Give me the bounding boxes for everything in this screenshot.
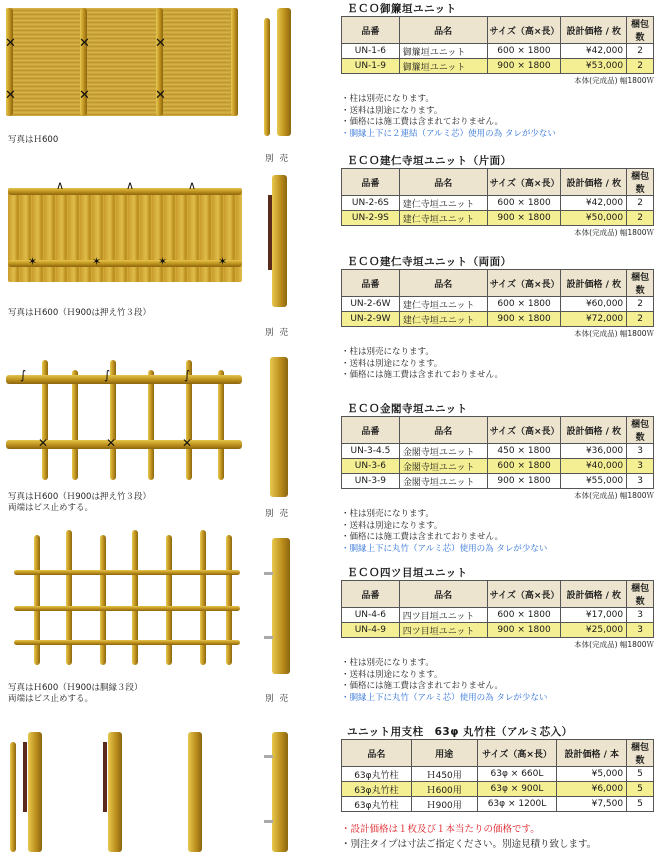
cell-name: 御簾垣ユニット [399,44,487,59]
table-row [342,767,654,782]
cell-size: 600 × 1800 [487,459,561,474]
col-size: サイズ（高×長） [487,169,561,196]
col-qty: 梱包数 [627,417,654,444]
section-kinkakujigaki [341,402,654,555]
col-name: 品名 [399,417,487,444]
cell-size: 600 × 1800 [487,608,561,623]
caption-yotsumegaki-1: 写真はＨ600（Ｈ900は胴縁３段） [8,683,143,693]
cell-code: UN-3-4.5 [342,444,400,459]
cell-price: ¥36,000 [561,444,627,459]
section-title: ＥＣＯ御簾垣ユニット [347,3,457,15]
pillar-photo [28,732,42,852]
section-pillar [341,725,654,812]
cell-name: 金閣寺垣ユニット [399,444,487,459]
col-code: 品番 [342,270,400,297]
sold-separately-label: 別売 [265,328,295,338]
list-item: ・ 価格には施工費は含まれておりません。 [341,370,654,382]
pillar-mount [23,742,27,812]
cell-code: UN-1-6 [342,44,400,59]
cell-name: 建仁寺垣ユニット [399,312,487,327]
col-price: 設計価格 / 本 [557,740,627,767]
cell-size: 900 × 1800 [487,211,561,226]
pillar-photo [10,742,16,852]
col-qty: 梱包数 [627,17,654,44]
pillar-mount [103,742,107,812]
col-size: サイズ（高×長） [487,417,561,444]
table-header-row [342,270,654,297]
table-header-row [342,740,654,767]
cell-code: UN-2-9S [342,211,400,226]
table-row [342,312,654,327]
table-row [342,196,654,211]
cell-qty: 3 [627,623,654,638]
spec-table [341,416,654,489]
cell-code: UN-3-9 [342,474,400,489]
table-header-row [342,169,654,196]
misugaki-photo: ✕ ✕ ✕ ✕ ✕ ✕ [6,8,238,116]
cell-name: 建仁寺垣ユニット [399,211,487,226]
notes-list [341,509,654,555]
pillar-bracket [264,820,273,823]
cell-code: UN-2-9W [342,312,400,327]
col-qty: 梱包数 [627,169,654,196]
cell-qty: 3 [627,608,654,623]
cell-code: UN-3-6 [342,459,400,474]
list-item: ・ 柱は別売になります。 [341,347,654,359]
col-size: サイズ（高×長） [477,740,557,767]
col-qty: 梱包数 [627,581,654,608]
table-header-row [342,581,654,608]
cell-name: 四ツ目垣ユニット [399,608,487,623]
spec-table [341,16,654,74]
table-row [342,623,654,638]
table-header-row [342,417,654,444]
table-row [342,59,654,74]
table-header-row [342,17,654,44]
pillar-photo [277,8,291,136]
yotsumegaki-photo [14,530,240,665]
cell-price: ¥40,000 [561,459,627,474]
list-item: ・ 送料は別途になります。 [341,521,654,533]
notes-list [341,347,654,382]
pillar-photo [272,175,287,307]
section-title: ＥＣＯ金閣寺垣ユニット [347,403,468,415]
cell-size: 600 × 1800 [487,297,561,312]
table-row [342,211,654,226]
cell-name: 御簾垣ユニット [399,59,487,74]
section-title: ＥＣＯ四ツ目垣ユニット [347,567,468,579]
col-name: 品名 [399,270,487,297]
kenninjigaki-photo: ∧ ∧ ∧ ✶ ✶ ✶ ✶ [8,188,242,282]
pillar-photo [272,538,290,674]
cell-name: 63φ丸竹柱 [342,797,412,812]
cell-price: ¥25,000 [561,623,627,638]
list-item: ・ 送料は別途になります。 [341,670,654,682]
price-note: ・ 設計価格は１枚及び１本当たりの価格です。 [341,823,540,837]
cell-code: UN-4-9 [342,623,400,638]
col-code: 品番 [342,581,400,608]
col-use: 用途 [411,740,477,767]
cell-size: 600 × 1800 [487,44,561,59]
cell-size: 900 × 1800 [487,623,561,638]
section-kenninjigaki-single [341,154,654,238]
cell-qty: 3 [627,474,654,489]
width-note: 本体(完成品) 幅1800Ｗ [574,329,654,338]
list-item: ・ 価格には施工費は含まれておりません。 [341,532,654,544]
width-note: 本体(完成品) 幅1800Ｗ [574,491,654,500]
cell-qty: 2 [627,196,654,211]
cell-size: 900 × 1800 [487,59,561,74]
spec-table [341,269,654,327]
list-item-highlight: ・ 胴縁上下に２連結（アルミ芯）使用の為 タレが少ない [341,129,654,141]
sold-separately-label: 別売 [265,154,295,164]
cell-code: UN-1-9 [342,59,400,74]
section-title: ユニット用支柱 63φ 丸竹柱（アルミ芯入） [347,726,573,738]
cell-size: 450 × 1800 [487,444,561,459]
cell-price: ¥42,000 [561,196,627,211]
list-item: ・ 柱は別売になります。 [341,94,654,106]
col-code: 品番 [342,169,400,196]
pillar-bracket [264,636,273,639]
cell-use: Ｈ900用 [411,797,477,812]
spec-table [341,580,654,638]
table-row [342,608,654,623]
col-name: 品名 [342,740,412,767]
cell-price: ¥50,000 [561,211,627,226]
pillar-photo [108,732,122,852]
section-kenninjigaki-double [341,255,654,382]
col-name: 品名 [399,17,487,44]
table-row [342,297,654,312]
table-row [342,782,654,797]
pillar-bracket [264,755,273,758]
pillar-photo [272,732,288,852]
pillar-photo [264,18,270,136]
cell-price: ¥53,000 [561,59,627,74]
cell-price: ¥7,500 [557,797,627,812]
col-price: 設計価格 / 枚 [561,169,627,196]
section-title: ＥＣＯ建仁寺垣ユニット（両面） [347,256,512,268]
table-row [342,459,654,474]
col-size: サイズ（高×長） [487,17,561,44]
list-item: ・ 送料は別途になります。 [341,106,654,118]
cell-price: ¥72,000 [561,312,627,327]
cell-name: 建仁寺垣ユニット [399,196,487,211]
custom-order-note: ・ 別注タイプは寸法ご指定ください。別途見積り致します。 [341,838,596,852]
list-item: ・ 柱は別売になります。 [341,509,654,521]
spec-table [341,168,654,226]
cell-price: ¥55,000 [561,474,627,489]
cell-qty: 5 [627,782,654,797]
cell-size: 63φ × 1200L [477,797,557,812]
caption-kinkakujigaki-2: 両端はビス止めする。 [8,503,94,513]
cell-code: UN-2-6S [342,196,400,211]
cell-name: 建仁寺垣ユニット [399,297,487,312]
col-price: 設計価格 / 枚 [561,581,627,608]
caption-yotsumegaki-2: 両端はビス止めする。 [8,694,94,704]
cell-code: UN-2-6W [342,297,400,312]
cell-code: UN-4-6 [342,608,400,623]
width-note: 本体(完成品) 幅1800Ｗ [574,640,654,649]
col-qty: 梱包数 [627,270,654,297]
pillar-photo [270,357,288,497]
cell-price: ¥6,000 [557,782,627,797]
notes-list [341,94,654,140]
sold-separately-label: 別売 [265,694,295,704]
col-size: サイズ（高×長） [487,581,561,608]
table-row [342,44,654,59]
cell-size: 63φ × 660L [477,767,557,782]
cell-name: 63φ丸竹柱 [342,782,412,797]
width-note: 本体(完成品) 幅1800Ｗ [574,76,654,85]
cell-qty: 3 [627,444,654,459]
table-row [342,444,654,459]
col-name: 品名 [399,581,487,608]
caption-kinkakujigaki-1: 写真はＨ600（Ｈ900は押え竹３段） [8,492,151,502]
col-price: 設計価格 / 枚 [561,270,627,297]
list-item-highlight: ・ 胴縁上下に丸竹（アルミ芯）使用の為 タレが少ない [341,693,654,705]
cell-qty: 2 [627,312,654,327]
cell-price: ¥42,000 [561,44,627,59]
sold-separately-label: 別売 [265,509,295,519]
list-item: ・ 価格には施工費は含まれておりません。 [341,681,654,693]
cell-name: 四ツ目垣ユニット [399,623,487,638]
cell-qty: 3 [627,459,654,474]
cell-price: ¥60,000 [561,297,627,312]
table-row [342,797,654,812]
cell-qty: 2 [627,59,654,74]
pillar-photo [188,732,202,852]
pillar-mount [268,195,272,270]
cell-qty: 5 [627,767,654,782]
notes-list [341,658,654,704]
table-row [342,474,654,489]
cell-size: 900 × 1800 [487,474,561,489]
cell-name: 金閣寺垣ユニット [399,474,487,489]
col-size: サイズ（高×長） [487,270,561,297]
cell-price: ¥5,000 [557,767,627,782]
section-title: ＥＣＯ建仁寺垣ユニット（片面） [347,155,512,167]
caption-kenninjigaki: 写真はＨ600（Ｈ900は押え竹３段） [8,308,151,318]
width-note: 本体(完成品) 幅1800Ｗ [574,228,654,237]
cell-size: 63φ × 900L [477,782,557,797]
col-code: 品番 [342,417,400,444]
col-price: 設計価格 / 枚 [561,17,627,44]
cell-use: Ｈ600用 [411,782,477,797]
cell-qty: 2 [627,44,654,59]
kinkakujigaki-photo: ∫ ∫ ∫ ✕ ✕ ✕ [6,360,242,480]
list-item: ・ 送料は別途になります。 [341,359,654,371]
col-name: 品名 [399,169,487,196]
section-misugaki [341,2,654,140]
list-item: ・ 価格には施工費は含まれておりません。 [341,117,654,129]
cell-price: ¥17,000 [561,608,627,623]
pillar-bracket [264,572,273,575]
cell-size: 900 × 1800 [487,312,561,327]
caption-misugaki: 写真はＨ600 [8,135,59,145]
cell-name: 金閣寺垣ユニット [399,459,487,474]
col-code: 品番 [342,17,400,44]
spec-table [341,739,654,812]
list-item: ・ 柱は別売になります。 [341,658,654,670]
cell-qty: 2 [627,211,654,226]
col-qty: 梱包数 [627,740,654,767]
cell-name: 63φ丸竹柱 [342,767,412,782]
cell-size: 600 × 1800 [487,196,561,211]
list-item-highlight: ・ 胴縁上下に丸竹（アルミ芯）使用の為 タレが少ない [341,544,654,556]
section-yotsumegaki [341,566,654,704]
cell-qty: 5 [627,797,654,812]
cell-qty: 2 [627,297,654,312]
col-price: 設計価格 / 枚 [561,417,627,444]
cell-use: Ｈ450用 [411,767,477,782]
